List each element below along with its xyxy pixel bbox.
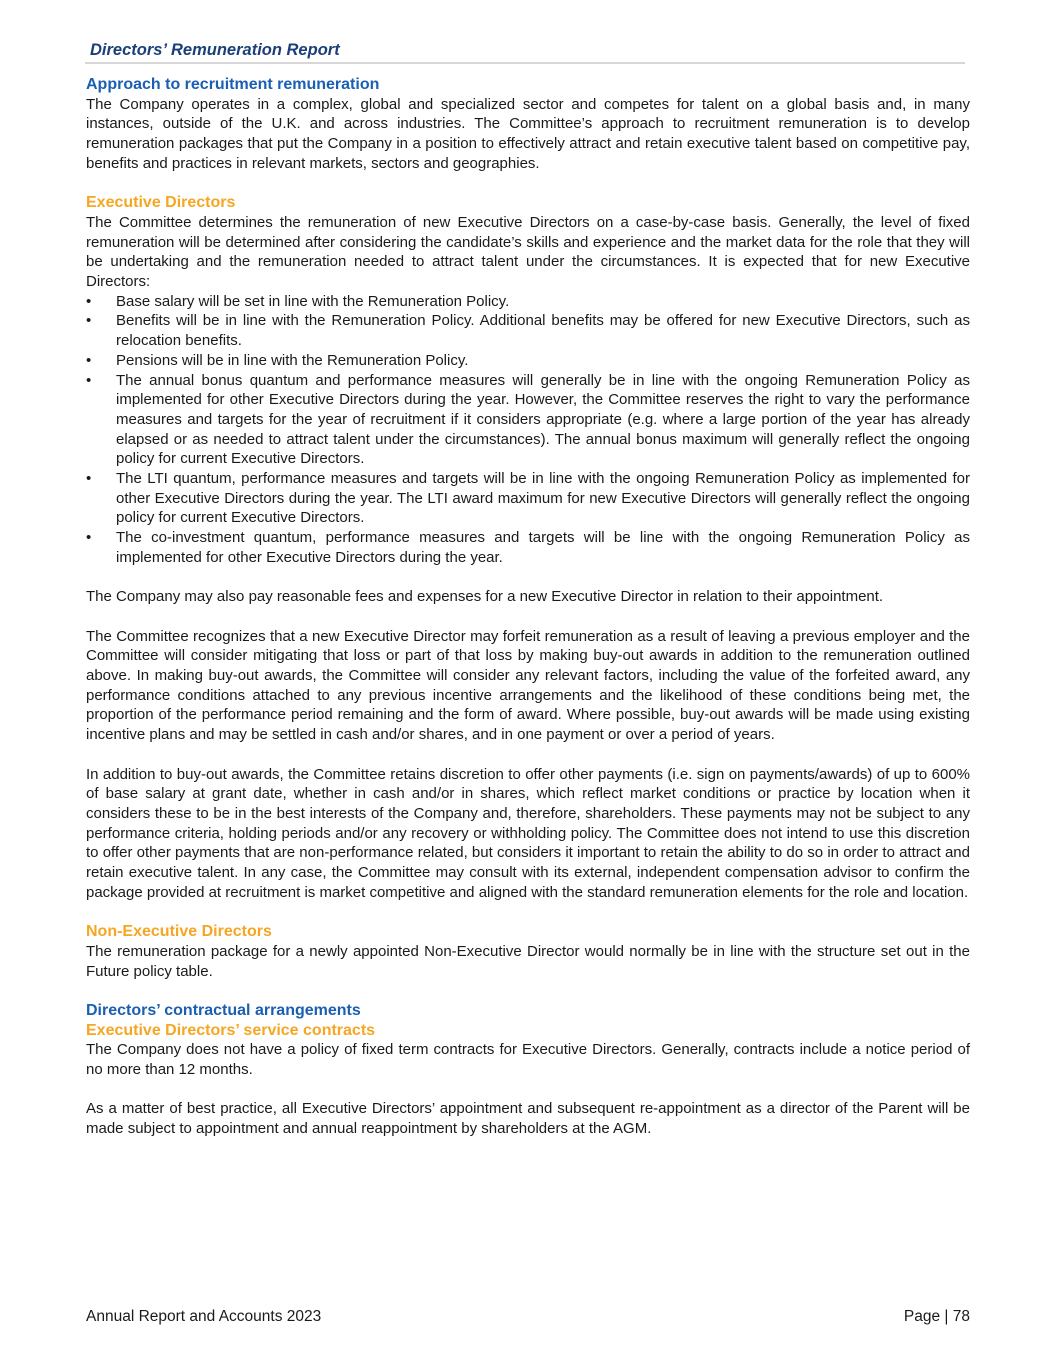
bullet-icon: •	[86, 312, 92, 330]
document-body	[86, 75, 970, 1139]
executive-directors-bullet-list	[86, 292, 970, 568]
non-executive-paragraph: The remuneration package for a newly appointed Non-Executive Director would normally be in line with the structure set out in the Future policy table.	[86, 942, 970, 980]
list-item	[86, 469, 970, 528]
contracts-paragraph-1: The Company does not have a policy of fixed term contracts for Executive Directors. Generally, contracts include a notice period of no more than 12 months.	[86, 1041, 970, 1079]
bullet-text: The co-investment quantum, performance measures and targets will be line with the ongoing Remuneration Policy as implemented for other Executive Directors during the year.	[116, 529, 970, 566]
bullet-text: The annual bonus quantum and performance measures will generally be in line with the ongoing Remuneration Policy as implemented for other Executive Directors during the year. However, the Committee reserves the right to vary the performance measures and targets for the year of recruitment if it considers appropriate (e.g. where a large portion of the year has already elapsed or as needed to attract talent under the circumstances). The annual bonus maximum will generally reflect the ongoing policy for current Executive Directors.	[116, 371, 970, 468]
executive-directors-heading: Executive Directors	[86, 194, 236, 212]
footer-report-name: Annual Report and Accounts 2023	[86, 1308, 322, 1325]
executive-directors-intro: The Committee determines the remuneration of new Executive Directors on a case-by-case basis. Generally, the level of fixed remuneration will be determined after considering the candidate’s skills and experience and the market data for the role that they will be undertaking and the remuneration needed to attract talent under the circumstances. It is expected that for new Executive Directors:	[86, 213, 970, 291]
list-item	[86, 292, 970, 312]
non-executive-heading: Non-Executive Directors	[86, 923, 272, 941]
report-title: Directors’ Remuneration Report	[90, 41, 340, 59]
recruitment-heading: Approach to recruitment remuneration	[86, 76, 380, 93]
bullet-text: Pensions will be in line with the Remuneration Policy.	[116, 351, 469, 369]
bullet-icon: •	[86, 351, 92, 369]
list-item	[86, 311, 970, 350]
header-divider	[85, 62, 965, 64]
fees-paragraph: The Company may also pay reasonable fees and expenses for a new Executive Director in relation to their appointment.	[86, 588, 884, 606]
list-item	[86, 351, 970, 371]
recruitment-paragraph: The Company operates in a complex, global and specialized sector and competes for talent on a global basis and, in many instances, outside of the U.K. and across industries. The Committee’s approach to recruitment remuneration is to develop remuneration packages that put the Company in a position to effectively attract and retain executive talent based on competitive pay, benefits and practices in relevant markets, sectors and geographies.	[86, 95, 970, 172]
page-header	[90, 40, 965, 60]
service-contracts-subheading: Executive Directors’ service contracts	[86, 1021, 376, 1039]
bullet-text: Benefits will be in line with the Remuneration Policy. Additional benefits may be offered for new Executive Directors, such as relocation benefits.	[116, 312, 970, 350]
bullet-icon: •	[86, 292, 92, 310]
buyout-paragraph: The Committee recognizes that a new Executive Director may forfeit remuneration as a result of leaving a previous employer and the Committee will consider mitigating that loss or part of that loss by making buy-out awards in addition to the remuneration outlined above. In making buy-out awards, the Committee will consider any relevant factors, including the value of the forfeited award, any performance conditions attached to any previous incentive arrangements and the likelihood of these conditions being met, the proportion of the performance period remaining and the form of award. Where possible, buy-out awards will be made using existing incentive plans and may be settled in cash and/or shares, and in one payment or over a period of years.	[86, 627, 970, 744]
bullet-icon: •	[86, 470, 92, 488]
bullet-icon: •	[86, 371, 92, 389]
bullet-text: Base salary will be set in line with the Remuneration Policy.	[116, 292, 510, 310]
page-number: Page | 78	[903, 1308, 970, 1325]
contracts-heading: Directors’ contractual arrangements	[86, 1001, 361, 1019]
contracts-paragraph-2: As a matter of best practice, all Executive Directors’ appointment and subsequent re-appointment as a director of the Parent will be made subject to appointment and annual reappointment by shareholders at the AGM.	[86, 1100, 970, 1138]
bullet-text: The LTI quantum, performance measures and targets will be in line with the ongoing Remuneration Policy as implemented for other Executive Directors during the year. The LTI award maximum for new Executive Directors will generally reflect the ongoing policy for current Executive Directors.	[116, 470, 970, 527]
list-item	[86, 371, 970, 470]
other-payments-paragraph: In addition to buy-out awards, the Committee retains discretion to offer other payments (i.e. sign on payments/awards) of up to 600% of base salary at grant date, whether in cash and/or in shares, which reflect market conditions or practice by location when it considers these to be in the best interests of the Company and, therefore, shareholders. These payments may not be subject to any performance criteria, holding periods and/or any recovery or withholding policy. The Committee does not intend to use this discretion to offer other payments that are non-performance related, but considers it important to retain the ability to do so in order to attract and retain executive talent. In any case, the Committee may consult with its external, independent compensation advisor to confirm the package provided at recruitment is market competitive and aligned with the standard remuneration elements for the role and location.	[86, 765, 970, 901]
bullet-icon: •	[86, 529, 92, 547]
list-item	[86, 528, 970, 567]
